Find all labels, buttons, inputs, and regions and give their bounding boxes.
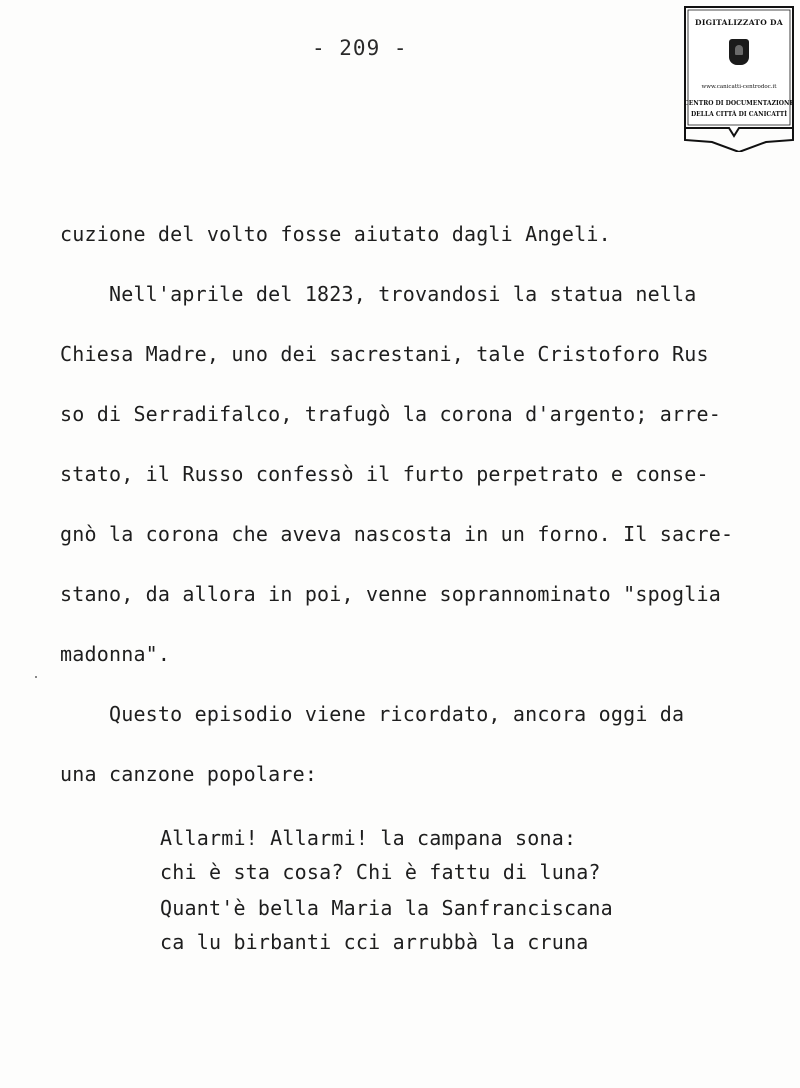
paper-speck [35, 676, 37, 678]
stamp-url: www.canicatti-centrodoc.it [701, 84, 777, 90]
text-line: cuzione del volto fosse aiutato dagli Angeli. [60, 222, 611, 246]
digitization-stamp [682, 4, 796, 152]
stamp-line-1: CENTRO DI DOCUMENTAZIONE [683, 100, 795, 107]
stamp-title: DIGITALIZZATO DA [695, 18, 783, 27]
poem-verse: Allarmi! Allarmi! la campana sona: [160, 826, 577, 850]
text-line: gnò la corona che aveva nascosta in un forno. Il sacre- [60, 522, 734, 546]
text-line: Nell'aprile del 1823, trovandosi la statua nella [60, 282, 697, 306]
text-line: stato, il Russo confessò il furto perpetrato e conse- [60, 462, 709, 486]
stamp-line-2: DELLA CITTÀ DI CANICATTÌ [690, 111, 788, 118]
poem-verse: Quant'è bella Maria la Sanfranciscana [160, 896, 613, 920]
text-line: una canzone popolare: [60, 762, 318, 786]
page-number: - 209 - [312, 36, 408, 60]
text-line: madonna". [60, 642, 171, 666]
text-line: Chiesa Madre, uno dei sacrestani, tale Cristoforo Rus [60, 342, 709, 366]
text-line: Questo episodio viene ricordato, ancora oggi da [60, 702, 685, 726]
poem-verse: chi è sta cosa? Chi è fattu di luna? [160, 860, 601, 884]
poem-verse: ca lu birbanti cci arrubbà la cruna [160, 930, 589, 954]
text-line: so di Serradifalco, trafugò la corona d'argento; arre- [60, 402, 722, 426]
coat-of-arms-icon [729, 39, 749, 65]
text-line: stano, da allora in poi, venne soprannominato "spoglia [60, 582, 722, 606]
